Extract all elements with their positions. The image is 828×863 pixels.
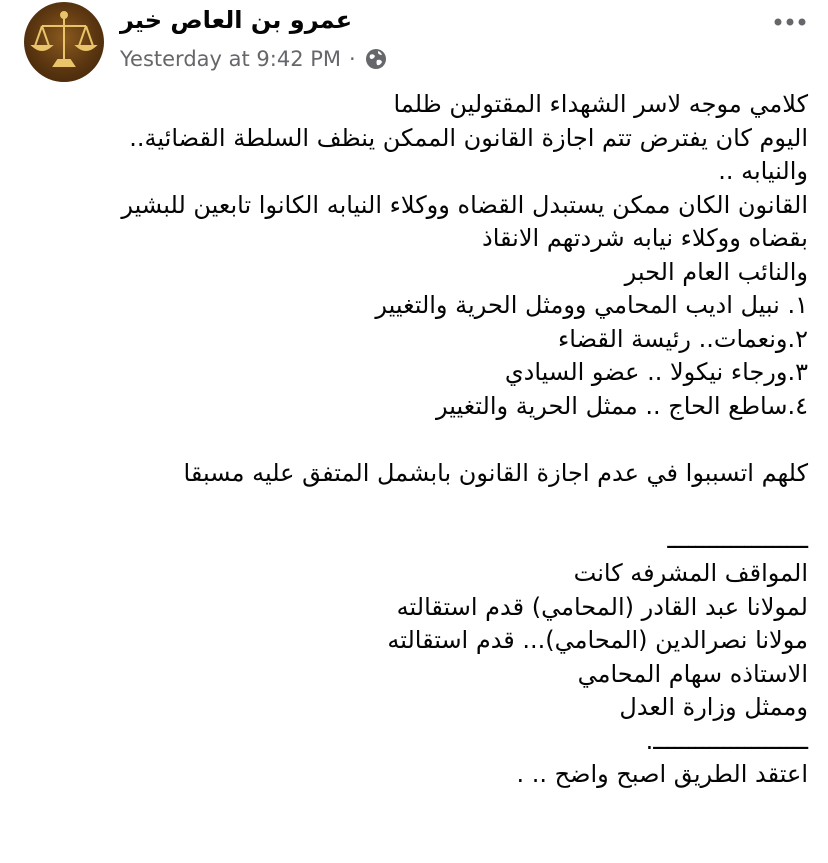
post-line: المواقف المشرفه كانت (573, 559, 808, 587)
post-line: مولانا نصرالدين (المحامي)... قدم استقالته (387, 626, 808, 654)
divider-line: ــــــــــــــــــــ (667, 525, 808, 554)
post-line: كلهم اتسببوا في عدم اجازة القانون بابشمل المتفق عليه مسبقا (183, 458, 808, 487)
post-meta (120, 44, 388, 74)
post-line: اليوم كان يفترض تتم اجازة القانون الممكن ينظف السلطة القضائية.. (129, 123, 808, 152)
post-header (0, 0, 828, 85)
post-line: وممثل وزارة العدل (619, 693, 808, 721)
post-text (40, 88, 808, 792)
post-line: بقضاه ووكلاء نيابه شردتهم الانقاذ (482, 224, 808, 252)
scales-of-justice-icon (24, 2, 104, 82)
post-line: الاستاذه سهام المحامي (577, 659, 808, 688)
post-line: القانون الكان ممكن يستبدل القضاه ووكلاء النيابه الكانوا تابعين للبشير (121, 190, 808, 219)
post-timestamp[interactable]: Yesterday at 9:42 PM (120, 47, 342, 71)
post-line: ٢.ونعمات.. رئيسة القضاء (558, 324, 808, 353)
post-line: كلامي موجه لاسر الشهداء المقتولين ظلما (393, 90, 808, 118)
post-line: اعتقد الطريق اصبح واضح .. . (516, 760, 808, 788)
author-name[interactable]: عمرو بن العاص خير (120, 6, 353, 34)
more-options-icon[interactable] (770, 10, 810, 34)
blank-line (40, 490, 808, 524)
post-line: لمولانا عبد القادر (المحامي) قدم استقالته (396, 592, 808, 621)
post-line: ١. نبيل اديب المحامي وومثل الحرية والتغيير (375, 291, 808, 319)
post-line: ٤.ساطع الحاج .. ممثل الحرية والتغيير (435, 391, 808, 420)
blank-line (40, 423, 808, 457)
globe-icon[interactable] (364, 47, 388, 71)
meta-separator: · (349, 47, 356, 71)
post-line: والنيابه .. (718, 157, 808, 185)
avatar[interactable] (24, 2, 104, 82)
divider-line: ــــــــــــــــــــــ. (645, 726, 808, 755)
post-line: ٣.ورجاء نيكولا .. عضو السيادي (504, 358, 808, 386)
post-line: والنائب العام الحبر (624, 257, 808, 286)
